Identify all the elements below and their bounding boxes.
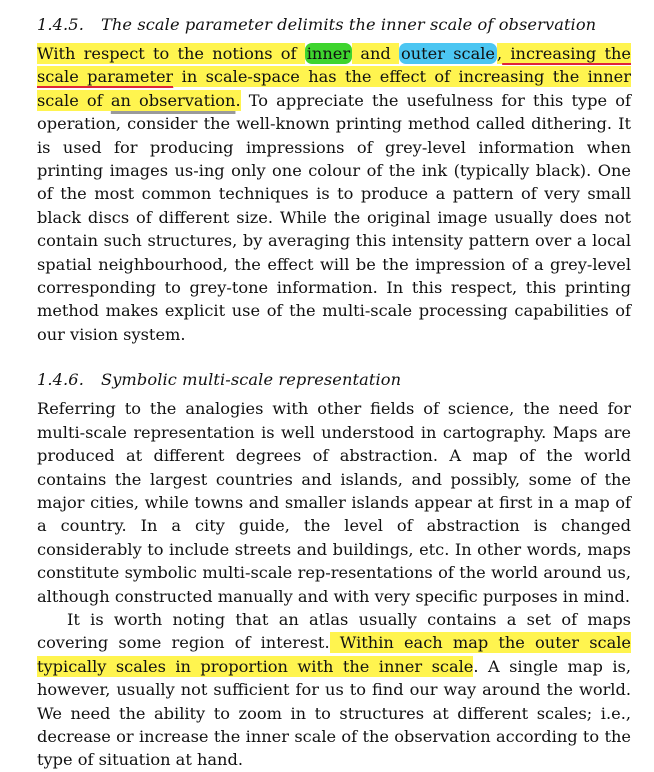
section-number: 1.4.5. [37, 15, 84, 34]
section-title: The scale parameter delimits the inner scale of observation [101, 15, 597, 34]
paragraph-inner-outer-scale [37, 42, 631, 346]
highlight-yellow-outer-inner: Within each map the outer scale typically scales in proportion with the inner scale [37, 633, 631, 676]
section-number: 1.4.6. [37, 370, 84, 390]
section-heading-1-4-6 [37, 369, 631, 391]
paragraph-text: . A single map is, however, usually not sufficient for us to find our way around the world. We need the ability to zoom in to structures at different scales; i.e., decrease or increase the inner scale of the observation according to the type of situation at hand. [37, 656, 631, 770]
highlight-yellow: , [496, 44, 503, 63]
highlight-yellow: . [235, 90, 241, 110]
highlight-red-underline: increasing the scale parameter [37, 44, 631, 87]
highlight-yellow: and [352, 44, 399, 63]
section-title: Symbolic multi-scale representation [101, 370, 402, 390]
book-page [37, 10, 631, 772]
highlight-yellow: in scale-space has the effect of increasing the inner scale of [37, 67, 631, 110]
paragraph-text: It is worth noting that an atlas usually contains a set of maps covering some region of interest. [37, 609, 631, 653]
paragraph-cartography: Referring to the analogies with other fields of science, the need for multi-scale representation is well understood in cartography. Maps are produced at different degrees of abstraction. A map of the world contains the largest countries and islands, and possibly, some of the major cities, while towns and smaller islands appear at first in a map of a country. In a city guide, the level of abstraction is changed considerably to include streets and buildings, etc. In other words, maps constitute symbolic multi-scale rep-resentations of the world around us, although constructed manually and with very specific purposes in mind. [37, 399, 631, 606]
section-heading-1-4-5 [37, 14, 631, 36]
highlight-green-inner: inner [306, 44, 351, 63]
highlight-grey-underline: an observation [110, 90, 236, 110]
highlight-blue-outer-scale: outer scale [400, 44, 495, 63]
paragraph-atlas [37, 608, 631, 772]
paragraph-text: To appreciate the usefulness for this type of operation, consider the well-known printing method called dithering. It is used for producing impressions of grey-level information when printing images us-ing only one colour of the ink (typically black). One of the most common techniques is to produce a pattern of very small black discs of different size. While the original image usually does not contain such structures, by averaging this intensity pattern over a local spatial neighbourhood, the effect will be the impression of a grey-level corresponding to grey-tone information. In this respect, this printing method makes explicit use of the multi-scale processing capabilities of our vision system. [37, 90, 631, 344]
highlight-yellow: With respect to the notions of [37, 44, 305, 63]
